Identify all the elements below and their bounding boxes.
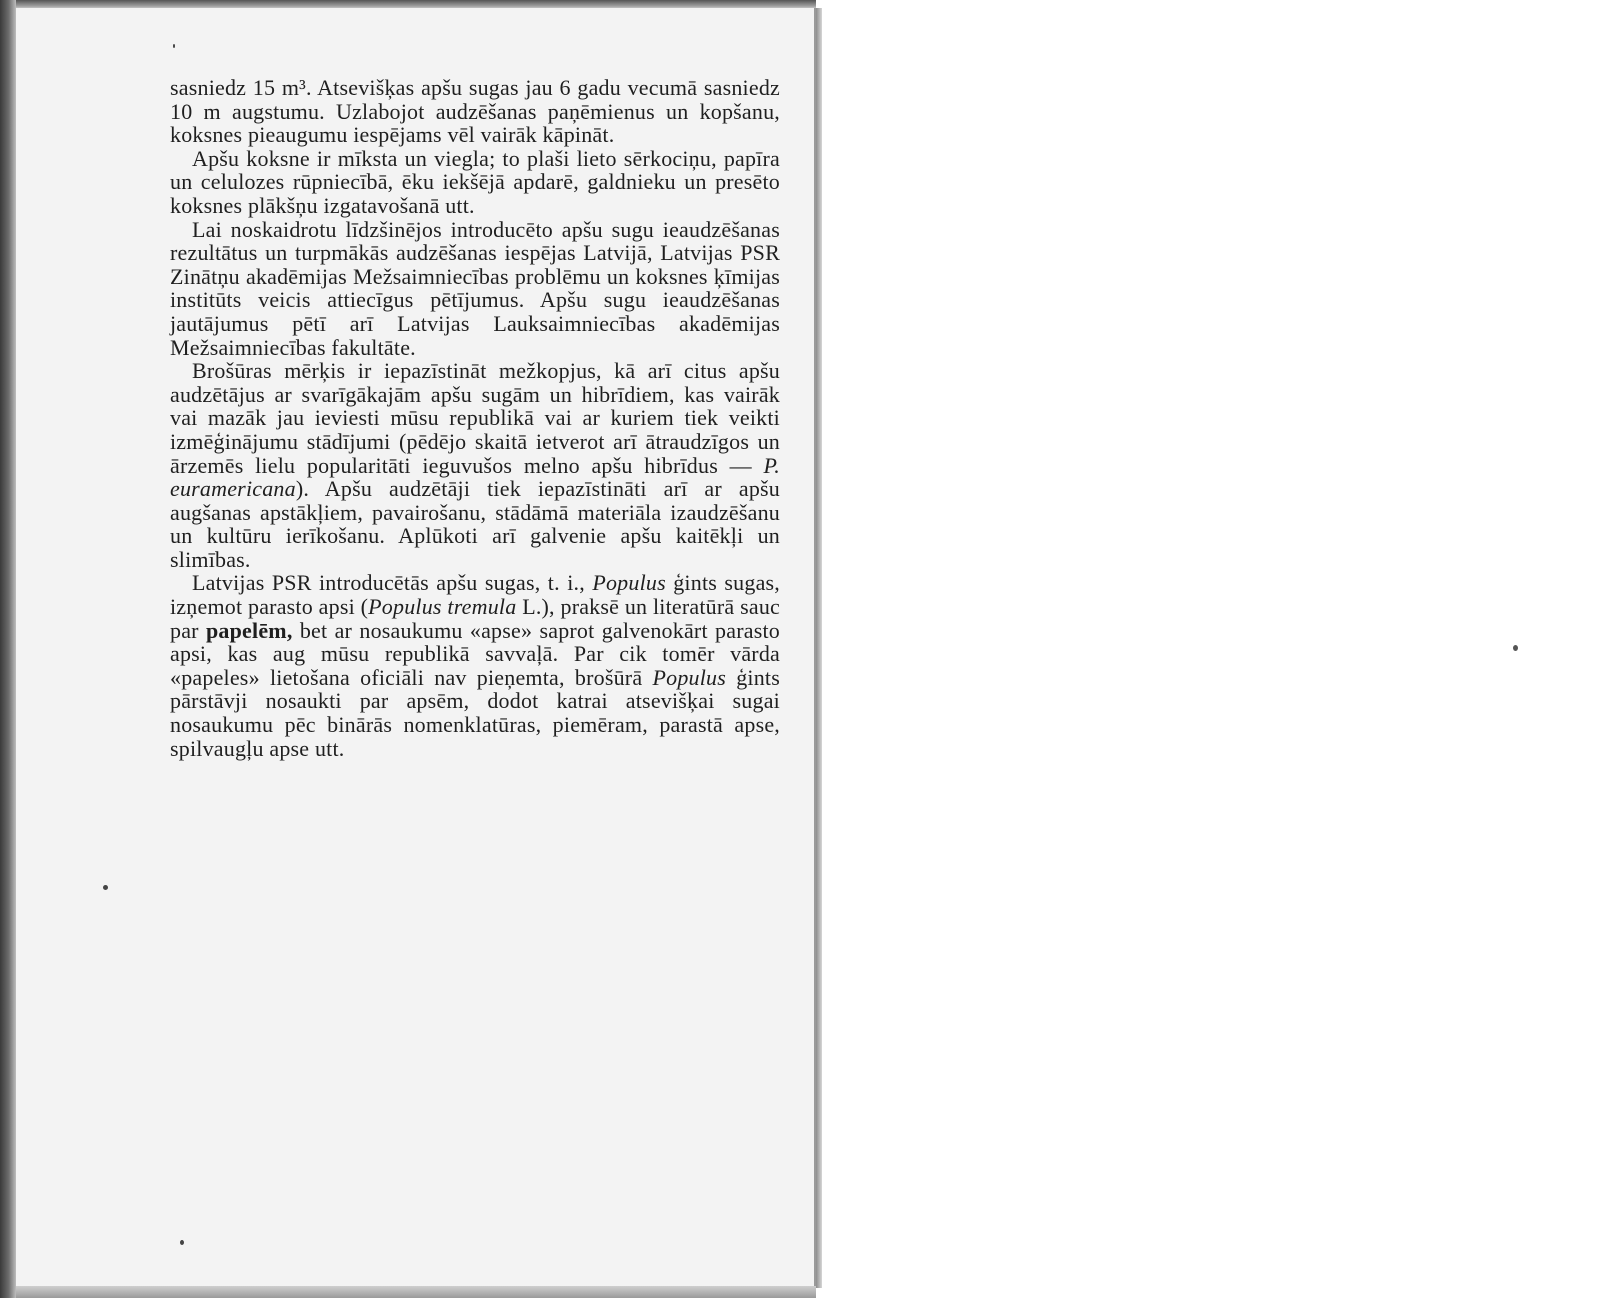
paragraph-5-text: L.), praksē un literatūrā sauc par bbox=[170, 594, 781, 643]
body-text bbox=[170, 76, 780, 760]
paragraph-4 bbox=[170, 359, 780, 571]
genus-name-italic: Populus bbox=[592, 570, 666, 596]
paragraph-4-text-cont: ). Apšu audzētāji tiek iepazīstināti arī ar apšu augšanas apstākļiem, pavairošanu, stādāmā materiāla izaudzēšanu un kultūru ierīkošanu. Aplūkoti arī galvenie apšu kaitēkļi un slimības. bbox=[170, 476, 780, 572]
binding-shadow bbox=[0, 0, 16, 1298]
species-name-italic: Populus tremula bbox=[368, 594, 517, 620]
scan-speck bbox=[1513, 645, 1518, 651]
paragraph-3-text: Lai noskaidrotu līdzšinējos introducēto apšu sugu ieaudzēšanas rezultātus un turpmākās audzēšanas iespējas Latvijā, Latvijas PSR Zinātņu akadēmijas Mežsaimniecības problēmu un koksnes ķīmijas institūts veicis attiecīgus pētījumus. Apšu sugu ieaudzēšanas jautājumus pētī arī Latvijas Lauksaimniecības akadēmijas Mežsaimniecības fakultāte. bbox=[170, 216, 780, 360]
species-name-italic: P. euramericana bbox=[170, 452, 780, 502]
paragraph-4-text: Brošūras mērķis ir iepazīstināt mežkopjus, kā arī citus apšu audzētājus ar svarīgākajām apšu sugām un hibrīdiem, kas vairāk vai mazāk jau ieviesti mūsu republikā vai ar kuriem tiek veikti izmēģinājumu stādījumi (pēdējo skaitā ietverot arī ātraudzīgos un ārzemēs lielu popularitāti ieguvušos melno apšu hibrīdus — bbox=[170, 358, 780, 478]
paragraph-5-text: ģints pārstāvji nosaukti par apsēm, dodot katrai atsevišķai sugai nosaukumu pēc binārās nomenklatūras, piemēram, parastā apse, spilvaugļu apse utt. bbox=[170, 664, 780, 761]
paragraph-1 bbox=[170, 76, 780, 147]
paragraph-5-text: ģints sugas, izņemot parasto apsi ( bbox=[170, 570, 781, 620]
page-bottom-edge bbox=[16, 1286, 816, 1298]
paragraph-5 bbox=[170, 571, 780, 760]
scan-speck bbox=[103, 885, 108, 890]
scan-speck bbox=[180, 1240, 184, 1245]
genus-name-italic: Populus bbox=[652, 664, 727, 690]
paragraph-2-text: Apšu koksne ir mīksta un viegla; to plaši lieto sērkociņu, papīra un celulozes rūpniecībā, ēku iekšējā apdarē, galdnieku un presēto koksnes plākšņu izgatavošanā utt. bbox=[170, 145, 780, 218]
paragraph-2 bbox=[170, 147, 780, 218]
paragraph-3 bbox=[170, 218, 780, 360]
paragraph-5-text: Latvijas PSR introducētās apšu sugas, t. i., bbox=[192, 570, 593, 596]
scan-speck bbox=[173, 44, 175, 48]
paragraph-5-text: bet ar nosaukumu «apse» saprot galvenokārt parasto apsi, kas aug mūsu republikā savvaļā. Par cik tomēr vārda «papeles» lietošana oficiāli nav pieņemta, brošūrā bbox=[170, 617, 780, 690]
paragraph-1-text: sasniedz 15 m³. Atsevišķas apšu sugas jau 6 gadu vecumā sasniedz 10 m augstumu. Uzlabojot audzēšanas paņēmienus un kopšanu, koksnes pieaugumu iespējams vēl vairāk kāpināt. bbox=[170, 75, 780, 148]
term-bold: papelēm, bbox=[205, 617, 293, 643]
